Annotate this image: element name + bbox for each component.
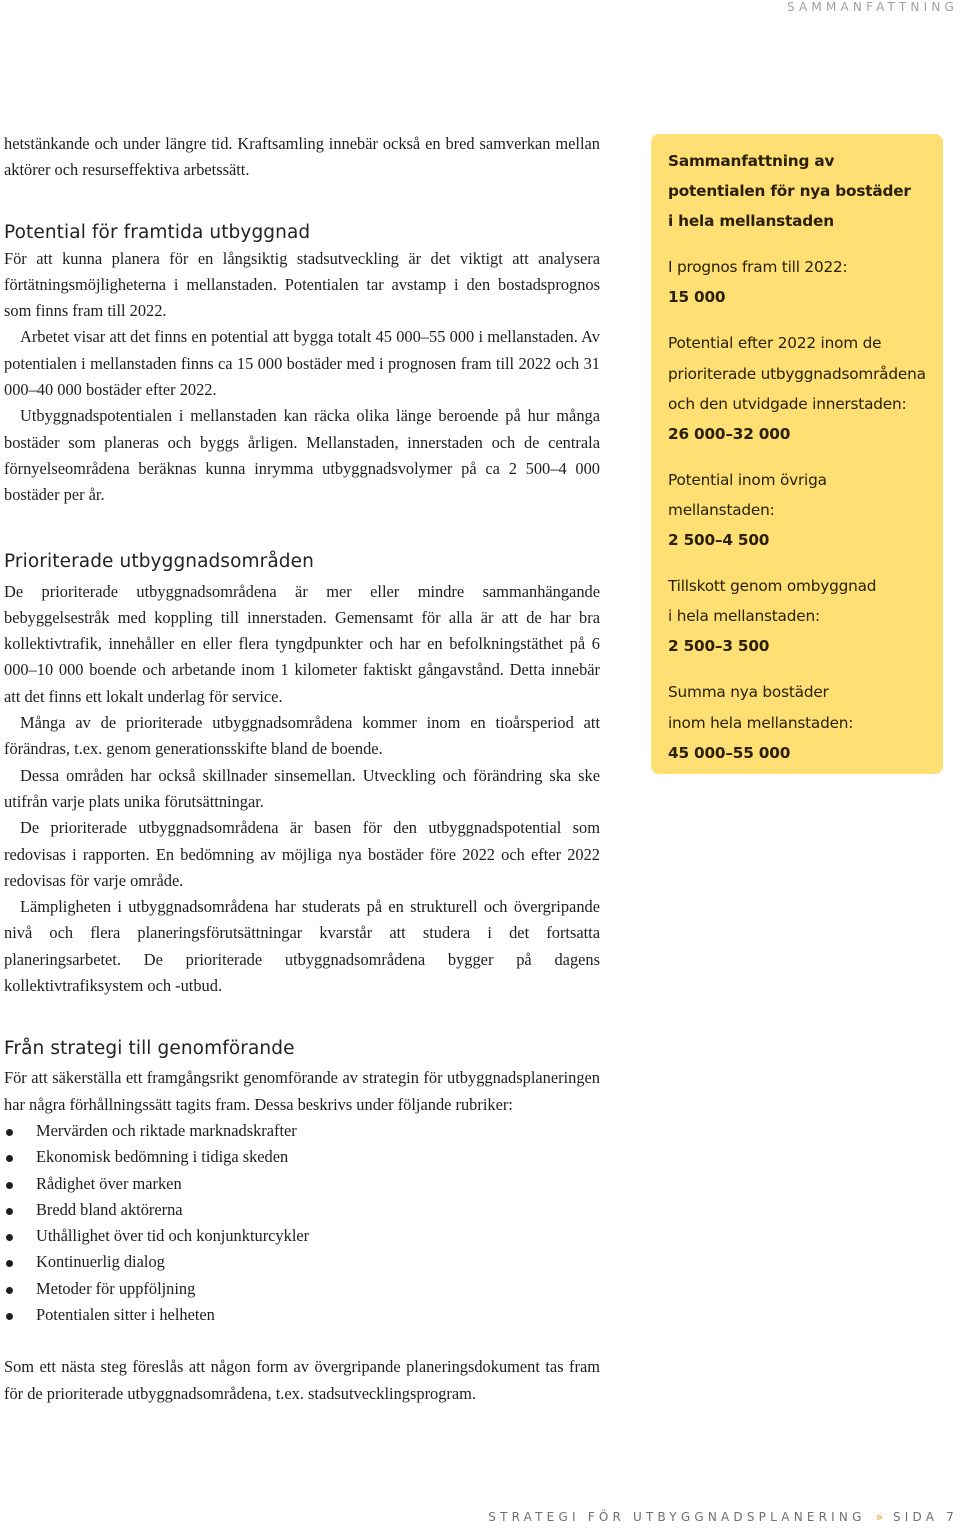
list-item [4, 1118, 600, 1144]
paragraph: De prioriterade utbyggnadsområdena är basen för den utbyggnadspotential som redovisas i rapporten. En bedömning av möjliga nya bostäder före 2022 och efter 2022 redovisas för varje område. [4, 818, 600, 890]
paragraph: Många av de prioriterade utbyggnadsområdena kommer inom en tioårsperiod att förändras, t.ex. genom generationsskifte bland de boende. [4, 713, 600, 759]
list-item-text: Potentialen sitter i helheten [36, 1304, 215, 1324]
page-footer [488, 1510, 958, 1524]
list-item-text: Mervärden och riktade marknadskrafter [36, 1120, 297, 1140]
main-column [4, 131, 600, 1407]
list-item-text: Bredd bland aktörerna [36, 1199, 183, 1219]
list-item [4, 1223, 600, 1249]
heading-potential: Potential för framtida utbyggnad [4, 221, 311, 243]
stat-value: 15 000 [668, 288, 726, 307]
intro-paragraph: hetstänkande och under längre tid. Kraftsamling innebär också en bred samverkan mellan aktörer och resurseffektiva arbetssätt. [4, 134, 600, 180]
approach-list [4, 1118, 600, 1328]
stat-summa: Summa nya bostäder inom hela mellanstaden: 45 000–55 000 [668, 683, 854, 762]
paragraph: Arbetet visar att det finns en potential att bygga totalt 45 000–55 000 i mellanstaden. Av potentialen i mellanstaden finns ca 15 000 bostäder med i prognosen fram till 2022 och 31 000–40 000 bostäder efter 2022. [4, 327, 600, 400]
list-item-text: Rådighet över marken [36, 1173, 182, 1193]
paragraph: För att säkerställa ett framgångsrikt genomförande av strategin för utbyggnadsplaneringen har några förhållningssätt tagits fram. Dessa beskrivs under följande rubriker: [4, 1068, 600, 1114]
bullet-icon [6, 1182, 13, 1189]
running-head: SAMMANFATTNING [786, 0, 958, 14]
list-item [4, 1144, 600, 1170]
list-item [4, 1171, 600, 1197]
list-item [4, 1197, 600, 1223]
list-item-text: Uthållighet över tid och konjunkturcykler [36, 1226, 310, 1246]
stat-value: 2 500–3 500 [668, 637, 770, 656]
bullet-icon [6, 1260, 13, 1267]
publication-title: STRATEGI FÖR UTBYGGNADSPLANERING [488, 1510, 866, 1524]
stat-value: 26 000–32 000 [668, 424, 791, 443]
list-item [4, 1249, 600, 1275]
closing-paragraph: Som ett nästa steg föreslås att någon form av övergripande planeringsdokument tas fram för de prioriterade utbyggnadsområdena, t.ex. stadsutvecklingsprogram. [4, 1357, 600, 1403]
heading-strategi: Från strategi till genomförande [4, 1038, 295, 1060]
page-number: SIDA 7 [892, 1510, 958, 1524]
list-item [4, 1276, 600, 1302]
bullet-icon [6, 1155, 13, 1162]
bullet-icon [6, 1129, 13, 1136]
bullet-icon [6, 1208, 13, 1215]
stat-prognos: I prognos fram till 2022: 15 000 [668, 258, 848, 307]
paragraph: Utbyggnadspotentialen i mellanstaden kan räcka olika länge beroende på hur många bostäder som planeras och byggs årligen. Mellanstaden, innerstaden och de centrala förnyelseområdena beräknas kunna inrymma utbyggnadsvolymer på ca 2 500–4 000 bostäder per år. [4, 406, 600, 505]
summary-box [651, 134, 943, 774]
stat-ovriga-mellanstaden: Potential inom övriga mellanstaden: 2 500–4 500 [668, 470, 827, 550]
paragraph: För att kunna planera för en långsiktig stadsutveckling är det viktigt att analysera förtätningsmöjligheterna i mellanstaden. Potentialen tar avstamp i den bostadsprognos som finns fram till 2022. [4, 248, 600, 321]
bullet-icon [6, 1234, 13, 1241]
summary-title: Sammanfattning av potentialen för nya bostäder i hela mellanstaden [668, 152, 911, 231]
paragraph: Lämpligheten i utbyggnadsområdena har studerats på en strukturell och övergripande nivå och flera planeringsförutsättningar kvarstår att studera i det fortsatta planeringsarbetet. De prioriterade utbyggnadsområdena bygger på dagens kollektivtrafiksystem och -utbud. [4, 897, 600, 996]
list-item-text: Metoder för uppföljning [36, 1278, 196, 1298]
heading-prioriterade: Prioriterade utbyggnadsområden [4, 550, 314, 572]
stat-value: 2 500–4 500 [668, 531, 770, 550]
separator-icon: » [875, 1510, 883, 1524]
bullet-icon [6, 1287, 13, 1294]
stat-value: 45 000–55 000 [668, 743, 791, 762]
list-item-text: Kontinuerlig dialog [36, 1252, 165, 1272]
paragraph: De prioriterade utbyggnadsområdena är mer eller mindre sammanhängande bebyggelsestråk med koppling till innerstaden. Gemensamt för alla är att de har bra kollektivtrafik, innehåller en eller flera tyngdpunkter och har en befolkningstäthet på 6 000–10 000 boende och arbetande inom 1 kilometer faktiskt gångavstånd. Detta innebär att det finns ett lokalt underlag för service. [4, 581, 600, 706]
list-item-text: Ekonomisk bedömning i tidiga skeden [36, 1147, 289, 1167]
list-item [4, 1302, 600, 1328]
paragraph: Dessa områden har också skillnader sinsemellan. Utveckling och förändring ska ske utifrån varje plats unika förutsättningar. [4, 765, 600, 811]
bullet-icon [6, 1313, 13, 1320]
stat-ombyggnad: Tillskott genom ombyggnad i hela mellanstaden: 2 500–3 500 [668, 577, 877, 656]
stat-potential-efter-2022: Potential efter 2022 inom de prioriterade utbyggnadsområdena och den utvidgade innerstaden: 26 000–32 000 [668, 334, 926, 443]
